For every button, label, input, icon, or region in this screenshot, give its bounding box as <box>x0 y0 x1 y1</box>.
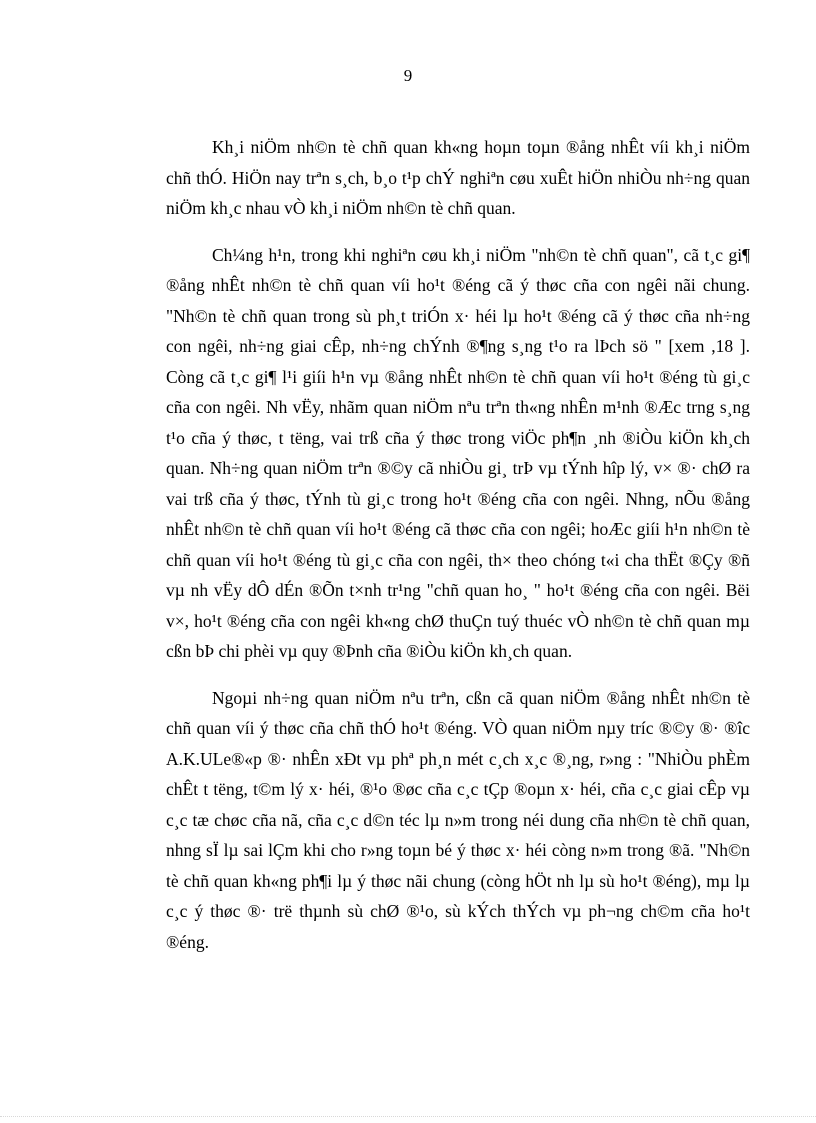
page-number: 9 <box>403 66 413 85</box>
paragraph-2: Ch¼ng h¹n, trong khi nghiªn cøu kh¸i niÖm "nh©n tè chñ quan", cã t¸c gi¶ ®ång nhÊt nh©n tè chñ quan víi ho¹t ®éng cã ý thøc cña con ngêi nãi chung. "Nh©n tè chñ quan trong sù ph¸t triÓn x· héi lµ ho¹t ®éng cã ý thøc cña nh÷ng con ngêi, nh÷ng giai cÊp, nh÷ng chÝnh ®¶ng s¸ng t¹o ra lÞch sö " [xem ,18 ]. Còng cã t¸c gi¶ l¹i giíi h¹n vµ ®ång nhÊt nh©n tè chñ quan víi ho¹t ®éng tù gi¸c cña con ngêi. Nh vËy, nhãm quan niÖm nªu trªn th«ng nhÊn m¹nh ®Æc trng s¸ng t¹o cña ý thøc, t tëng, vai trß cña ý thøc trong viÖc ph¶n ¸nh ®iÒu kiÖn kh¸ch quan. Nh÷ng quan niÖm trªn ®©y cã nhiÒu gi¸ trÞ vµ tÝnh hîp lý, v× ®· chØ ra vai trß cña ý thøc, tÝnh tù gi¸c trong ho¹t ®éng cña con ngêi. Nhng, nÕu ®ång nhÊt nh©n tè chñ quan víi ho¹t ®éng cã thøc cña con ngêi; hoÆc giíi h¹n nh©n tè chñ quan víi ho¹t ®éng tù gi¸c cña con ngêi, th× theo chóng t«i cha thËt ®Çy ®ñ vµ nh vËy dÔ dÉn ®Õn t×nh tr¹ng "chñ quan ho¸ " ho¹t ®éng cña con ngêi. Bëi v×, ho¹t ®éng cña con ngêi kh«ng chØ thuÇn tuý thuéc vÒ nh©n tè chñ quan mµ cßn bÞ chi phèi vµ quy ®Þnh cña ®iÒu kiÖn kh¸ch quan. <box>166 244 750 661</box>
paragraph-1: Kh¸i niÖm nh©n tè chñ quan kh«ng hoµn toµn ®ång nhÊt víi kh¸i niÖm chñ thÓ. HiÖn nay trªn s¸ch, b¸o t¹p chÝ nghiªn cøu xuÊt hiÖn nhiÒu nh÷ng quan niÖm kh¸c nhau vÒ kh¸i niÖm nh©n tè chñ quan. <box>166 137 750 218</box>
page-bottom-divider <box>0 1116 816 1117</box>
document-body <box>166 132 750 973</box>
paragraph-3: Ngoµi nh÷ng quan niÖm nªu trªn, cßn cã quan niÖm ®ång nhÊt nh©n tè chñ quan víi ý thøc cña chñ thÓ ho¹t ®éng. VÒ quan niÖm nµy tríc ®©y ®· ®îc A.K.ULe®«p ®· nhÊn xÐt vµ phª ph¸n mét c¸ch x¸c ®¸ng, r»ng : "NhiÒu phÈm chÊt t tëng, t©m lý x· héi, ®¹o ®øc cña c¸c tÇp ®oµn x· héi, cña c¸c giai cÊp vµ c¸c tæ chøc cña nã, cña c¸c d©n téc lµ n»m trong néi dung cña nh©n tè chñ quan, nhng sÏ lµ sai lÇm khi cho r»ng toµn bé ý thøc x· héi còng n»m trong ®ã. "Nh©n tè chñ quan kh«ng ph¶i lµ ý thøc nãi chung (còng hÖt nh lµ sù ho¹t ®éng), mµ lµ c¸c ý thøc ®· trë thµnh sù chØ ®¹o, sù kÝch thÝch vµ ph¬ng ch©m cña ho¹t ®éng. <box>166 687 750 952</box>
